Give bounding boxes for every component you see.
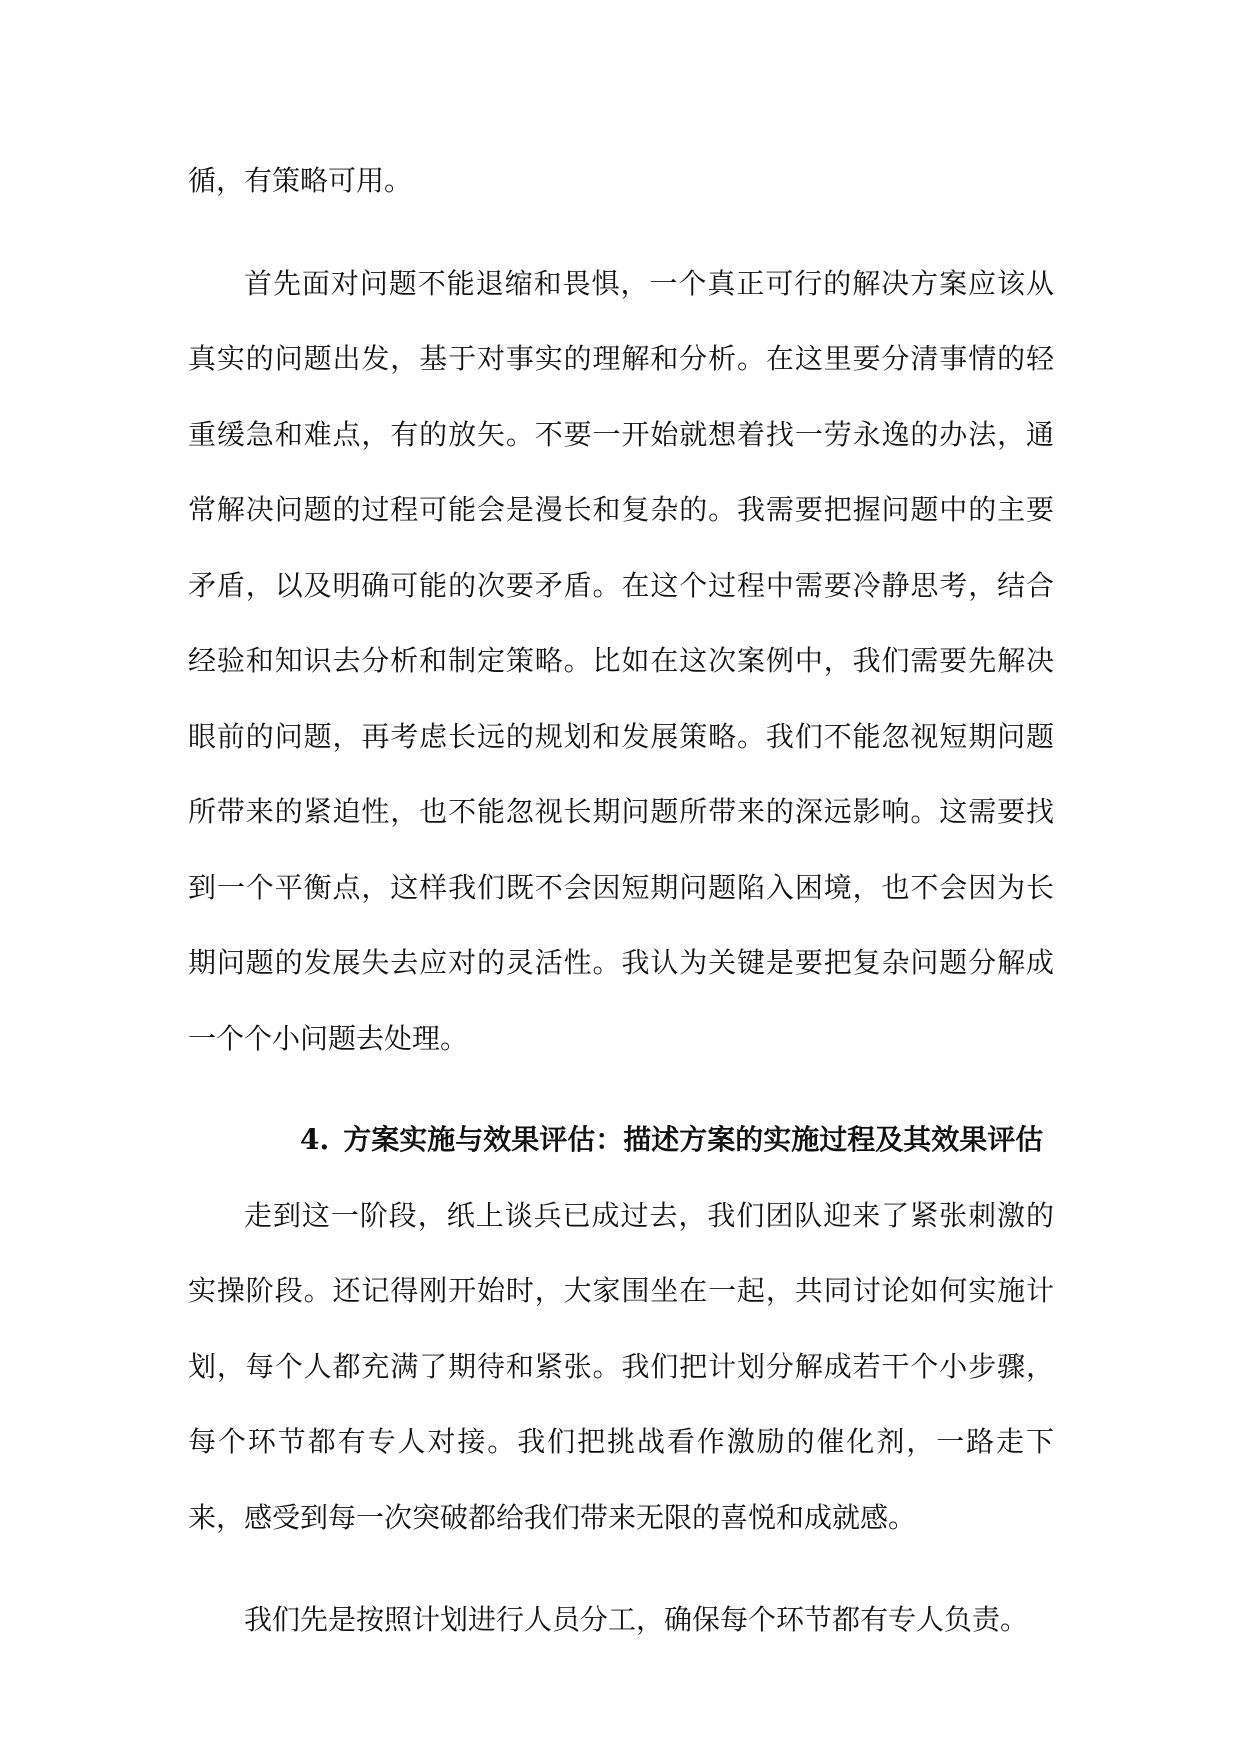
section-number: 4. [300, 1123, 330, 1156]
paragraph-implementation: 走到这一阶段，纸上谈兵已成过去，我们团队迎来了紧张刺激的实操阶段。还记得刚开始时，大家围坐在一起，共同讨论如何实施计划，每个人都充满了期待和紧张。我们把计划分解成若干个小步骤，每个环节都有专人对接。我们把挑战看作激励的催化剂，一路走下来，感受到每一次突破都给我们带来无限的喜悦和成就感。 [188, 1198, 1054, 1534]
section-heading [188, 1102, 1054, 1178]
document-body [188, 143, 1054, 1658]
paragraph-problem-analysis: 首先面对问题不能退缩和畏惧，一个真正可行的解决方案应该从真实的问题出发，基于对事实的理解和分析。在这里要分清事情的轻重缓急和难点，有的放矢。不要一开始就想着找一劳永逸的办法，通常解决问题的过程可能会是漫长和复杂的。我需要把握问题中的主要矛盾，以及明确可能的次要矛盾。在这个过程中需要冷静思考，结合经验和知识去分析和制定策略。比如在这次案例中，我们需要先解决眼前的问题，再考虑长远的规划和发展策略。我们不能忽视短期问题所带来的紧迫性，也不能忽视长期问题所带来的深远影响。这需要找到一个平衡点，这样我们既不会因短期问题陷入困境，也不会因为长期问题的发展失去应对的灵活性。我认为关键是要把复杂问题分解成一个个小问题去处理。 [188, 266, 1054, 1055]
paragraph-continuation: 循，有策略可用。 [188, 164, 413, 197]
paragraph-staffing: 我们先是按照计划进行人员分工，确保每个环节都有专人负责。 [244, 1603, 1029, 1636]
section-title: 方案实施与效果评估：描述方案的实施过程及其效果评估 [343, 1123, 1044, 1156]
